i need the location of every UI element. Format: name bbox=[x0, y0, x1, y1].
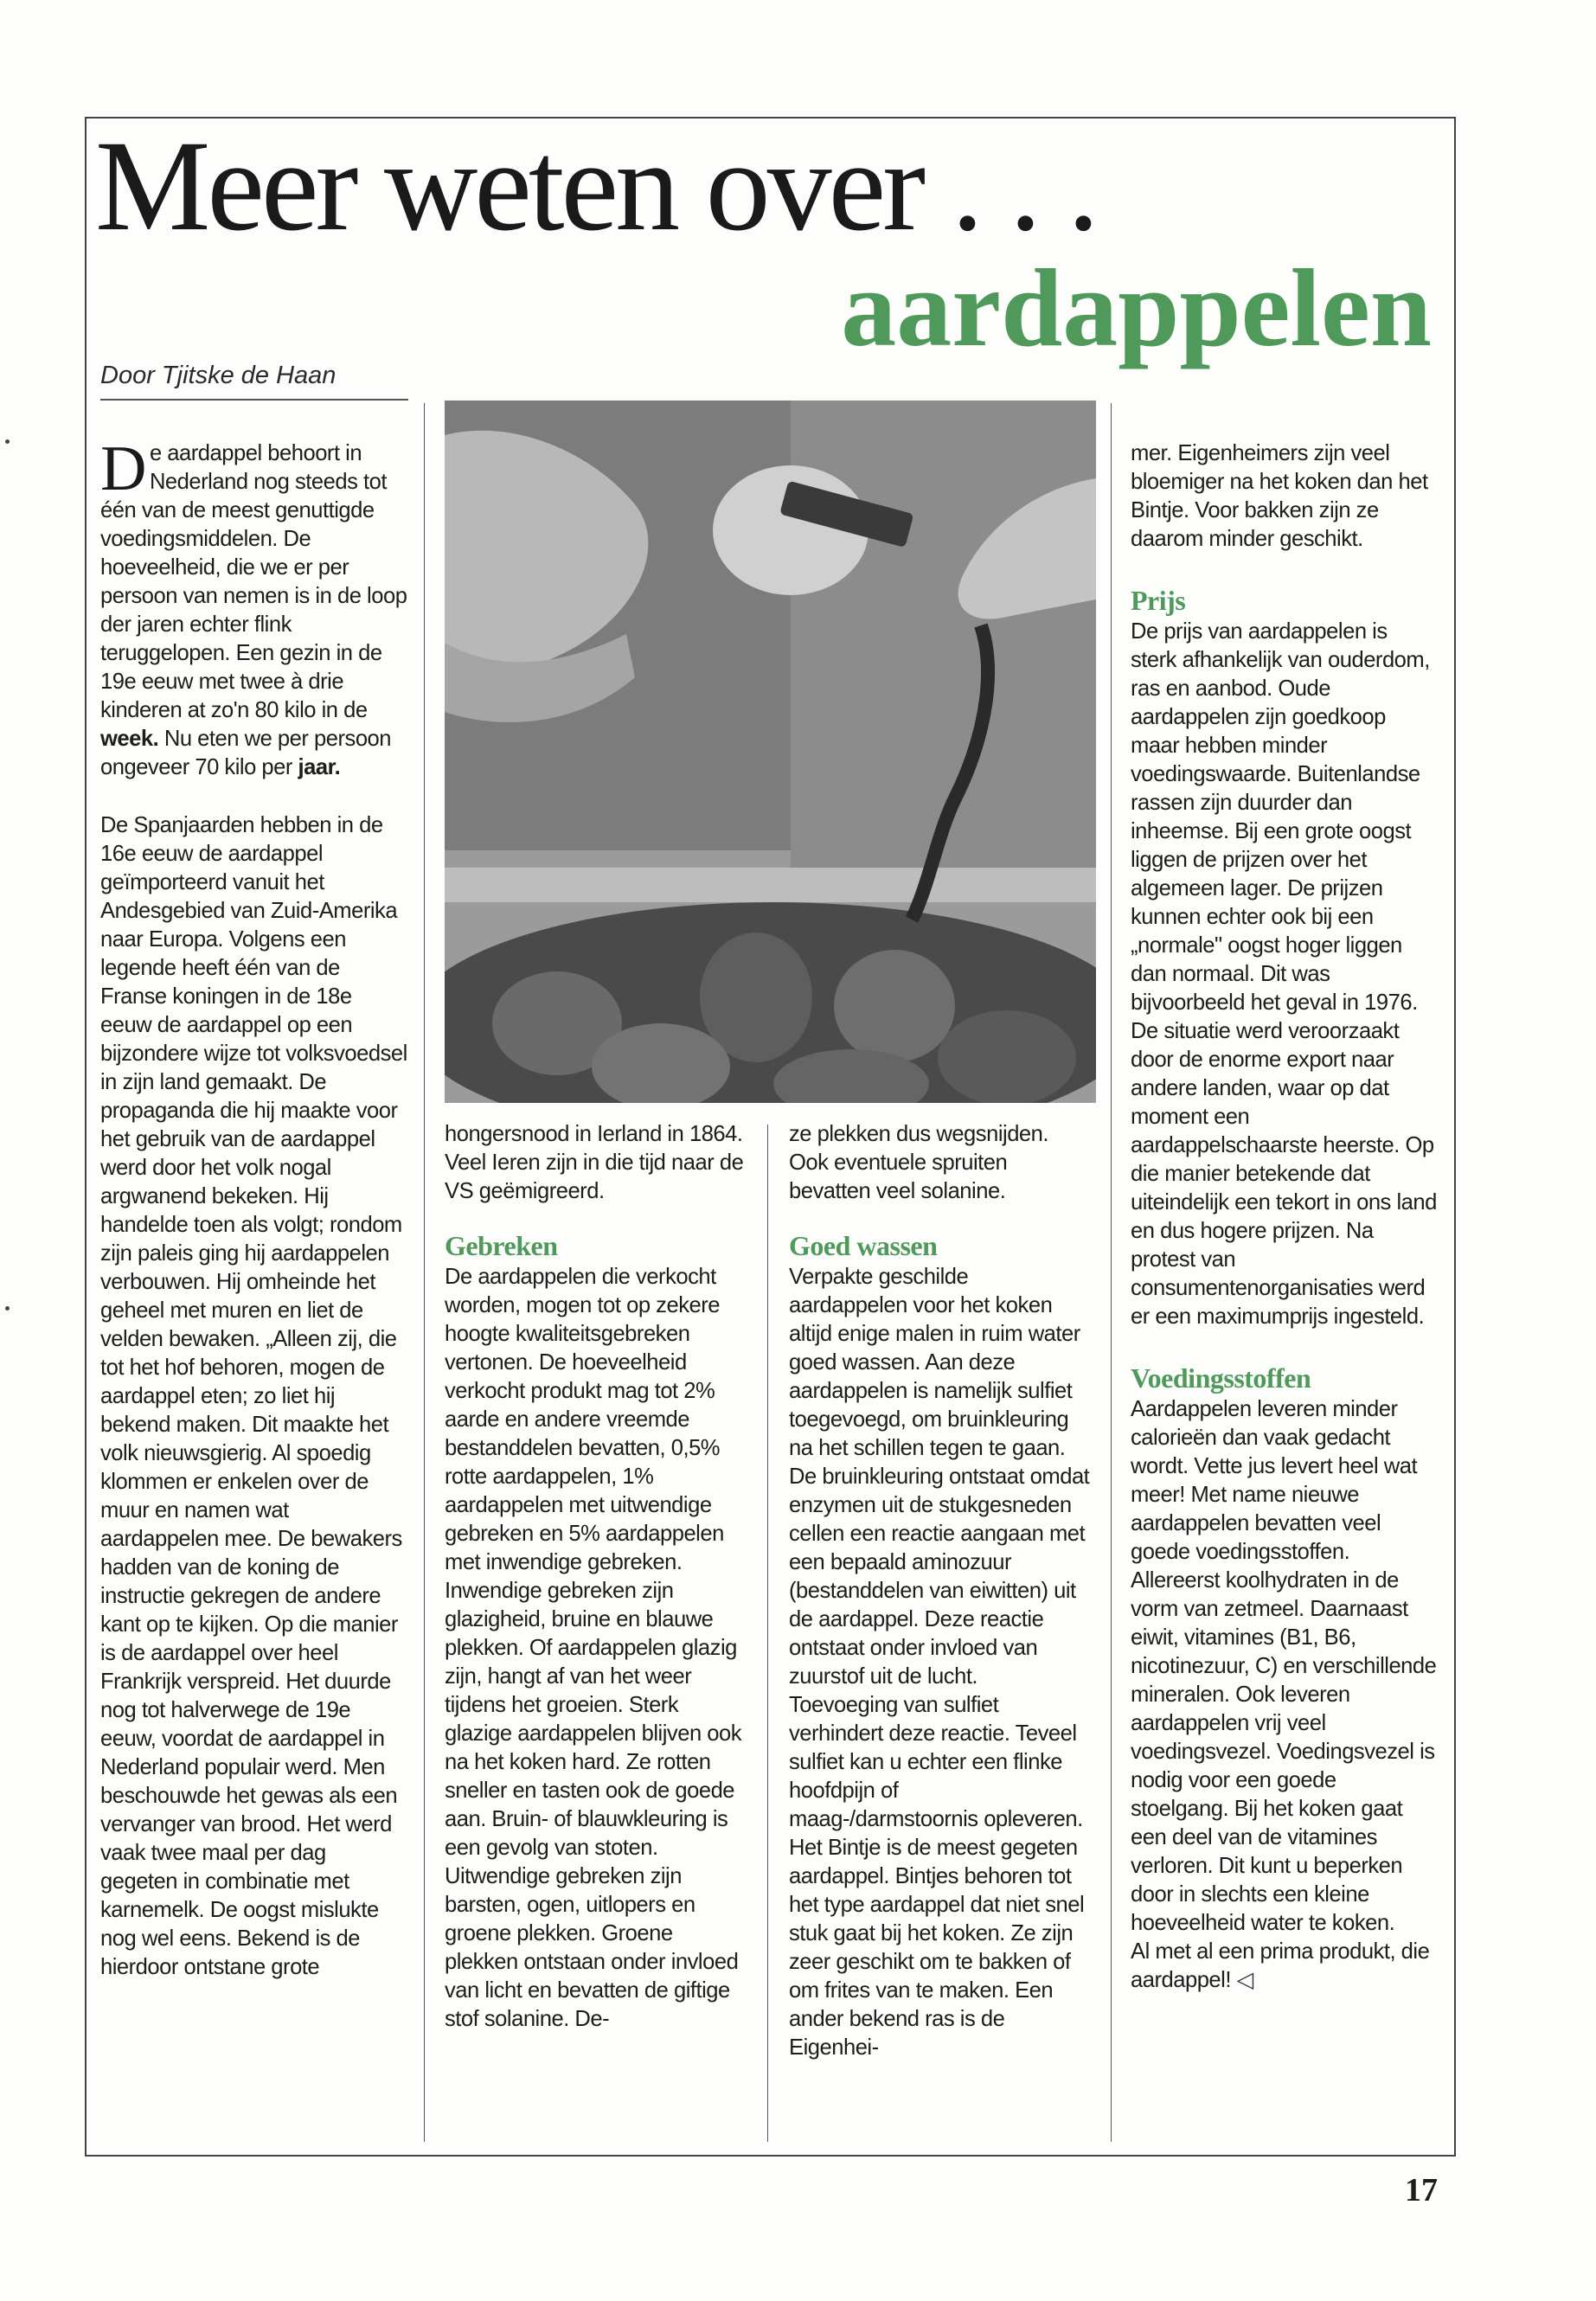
photo-illustration bbox=[445, 401, 1096, 1103]
intro-paragraph bbox=[100, 433, 408, 782]
end-triangle-icon: ◁ bbox=[1236, 1968, 1253, 1992]
article-column-2 bbox=[445, 1120, 747, 2034]
article-column-3 bbox=[789, 1120, 1092, 2062]
closing-text: Al met al een prima produkt, die aardappel! bbox=[1131, 1939, 1430, 1992]
column-rule bbox=[767, 1125, 768, 2142]
eigenheimer-paragraph: mer. Eigenheimers zijn veel bloemiger na het koken dan het Bintje. Voor bakken zijn ze daarom minder geschikt. bbox=[1131, 441, 1428, 551]
prijs-paragraph: De prijs van aardappelen is sterk afhankelijk van ouderdom, ras en aanbod. Oude aardappelen zijn goedkoop maar hebben minder voedingswaarde. Buitenlandse rassen zijn duurder dan inheemse. Bij een grote oogst liggen de prijzen over het algemeen lager. De prijzen kunnen echter ook bij een „normale" oogst hoger liggen dan normaal. Dit was bijvoorbeeld het geval in 1976. De situatie werd veroorzaakt door de enorme export naar andere landen, waar op dat moment een aardappelschaarste heerste. Op die manier betekende dat uiteindelijk een tekort in ons land en dus hogere prijzen. Na protest van consumentenorganisaties werd er een maximumprijs ingesteld. bbox=[1131, 619, 1437, 1329]
byline: Door Tjitske de Haan bbox=[100, 362, 408, 401]
paragraph-gap bbox=[100, 782, 408, 811]
page-number: 17 bbox=[1405, 2172, 1438, 2208]
paragraph-gap bbox=[1131, 1331, 1439, 1361]
scan-speck bbox=[5, 439, 10, 444]
heading-gebreken: Gebreken bbox=[445, 1230, 558, 1261]
gebreken-paragraph: De aardappelen die verkocht worden, mogen tot op zekere hoogte kwaliteitsgebreken vertonen. De hoeveelheid verkocht produkt mag tot 2% aarde en andere vreemde bestanddelen bevatten, 0,5% rotte aardappelen, 1% aardappelen met uitwendige gebreken en 5% aardappelen met inwendige gebreken. Inwendige gebreken zijn glazigheid, bruine en blauwe plekken. Of aardappelen glazig zijn, hangt af van het weer tijdens het groeien. Sterk glazige aardappelen blijven ook na het koken hard. Ze rotten sneller en tasten ook de goede aan. Bruin- of blauwkleuring is een gevolg van stoten. Uitwendige gebreken zijn barsten, ogen, uitlopers en groene plekken. Groene plekken ontstaan onder invloed van licht en bevatten de giftige stof solanine. De- bbox=[445, 1265, 742, 2031]
intro-emphasis-jaar: jaar. bbox=[298, 755, 341, 779]
intro-text-b: Nu eten we per persoon ongeveer 70 kilo per bbox=[100, 727, 392, 779]
article-column-4 bbox=[1131, 439, 1439, 1995]
voeding-paragraph: Aardappelen leveren minder calorieën dan vaak gedacht wordt. Vette jus levert heel wat meer! Met name nieuwe aardappelen bevatten veel goede voedingsstoffen. Allereerst koolhydraten in de vorm van zetmeel. Daarnaast eiwit, vitamines (B1, B6, nicotinezuur, C) en verschillende mineralen. Ook leveren aardappelen vrij veel voedingsvezel. Voedingsvezel is nodig voor een goede stoelgang. Bij het koken gaat een deel van de vitamines verloren. Dit kunt u beperken door in slechts een kleine hoeveelheid water te koken. bbox=[1131, 1397, 1437, 1935]
wassen-paragraph: Verpakte geschilde aardappelen voor het koken altijd enige malen in ruim water goed wassen. Aan deze aardappelen is namelijk sulfiet toegevoegd, om bruinkleuring na het schillen tegen te gaan. De bruinkleuring ontstaat omdat enzymen uit de stukgesneden cellen een reactie aangaan met een bepaald aminozuur (bestanddelen van eiwitten) uit de aardappel. Deze reactie ontstaat onder invloed van zuurstof uit de lucht. Toevoeging van sulfiet verhindert deze reactie. Teveel sulfiet kan u echter een flinke hoofdpijn of maag-/darmstoornis opleveren. bbox=[789, 1265, 1090, 1831]
intro-emphasis-week: week. bbox=[100, 727, 159, 751]
heading-goed-wassen: Goed wassen bbox=[789, 1230, 938, 1261]
ireland-paragraph: hongersnood in Ierland in 1864. Veel Ieren zijn in die tijd naar de VS geëmigreerd. bbox=[445, 1122, 744, 1203]
heading-prijs: Prijs bbox=[1131, 585, 1186, 616]
paragraph-gap bbox=[445, 1206, 747, 1228]
paragraph-gap bbox=[1131, 554, 1439, 583]
bintje-paragraph: Het Bintje is de meest gegeten aardappel. Bintjes behoren tot het type aardappel dat niet snel stuk gaat bij het koken. Ze zijn zeer geschikt om te bakken of om frites van te maken. Een ander bekend ras is de Eigenhei- bbox=[789, 1836, 1085, 2060]
page-title: Meer weten over . . . bbox=[95, 114, 1097, 258]
page-subtitle: aardappelen bbox=[841, 247, 1432, 369]
intro-text-a: e aardappel behoort in Nederland nog steeds tot één van de meest genuttigde voedingsmiddelen. De hoeveelheid, die we er per persoon van nemen is in de loop der jaren echter flink teruggelopen. Een gezin in de 19e eeuw met twee à drie kinderen at zo'n 80 kilo in de bbox=[100, 441, 407, 722]
heading-voedingsstoffen: Voedingsstoffen bbox=[1131, 1362, 1311, 1394]
closing-paragraph bbox=[1131, 1938, 1439, 1995]
scan-speck bbox=[5, 1306, 10, 1311]
paragraph-gap bbox=[789, 1206, 1092, 1228]
article-column-1 bbox=[100, 433, 408, 1982]
potato-peeling-photo bbox=[445, 401, 1096, 1103]
drop-cap: D bbox=[100, 433, 146, 504]
history-paragraph: De Spanjaarden hebben in de 16e eeuw de aardappel geïmporteerd vanuit het Andesgebied van Zuid-Amerika naar Europa. Volgens een legende heeft één van de Franse koningen in de 18e eeuw de aardappel op een bijzondere wijze tot volksvoedsel in zijn land gemaakt. De propaganda die hij maakte voor het gebruik van de aardappel werd door het volk nogal argwanend bekeken. Hij handelde toen als volgt; rondom zijn paleis ging hij aardappelen verbouwen. Hij omheinde het geheel met muren en liet de velden bewaken. „Alleen zij, die tot het hof behoren, mogen de aardappel eten; zo liet hij bekend maken. Dit maakte het volk nieuwsgierig. Al spoedig klommen er enkelen over de muur en namen wat aardappelen mee. De bewakers hadden van de koning de instructie gekregen de andere kant op te kijken. Op die manier is de aardappel over heel Frankrijk verspreid. Het duurde nog tot halverwege de 19e eeuw, voordat de aardappel in Nederland populair werd. Men beschouwde het gewas als een vervanger van brood. Het werd vaak twee maal per dag gegeten in combinatie met karnemelk. De oogst mislukte nog wel eens. Bekend is de hierdoor ontstane grote bbox=[100, 813, 407, 1979]
sprouts-paragraph: ze plekken dus wegsnijden. Ook eventuele spruiten bevatten veel solanine. bbox=[789, 1122, 1049, 1203]
column-rule bbox=[1111, 403, 1112, 2142]
column-rule bbox=[424, 403, 425, 2142]
